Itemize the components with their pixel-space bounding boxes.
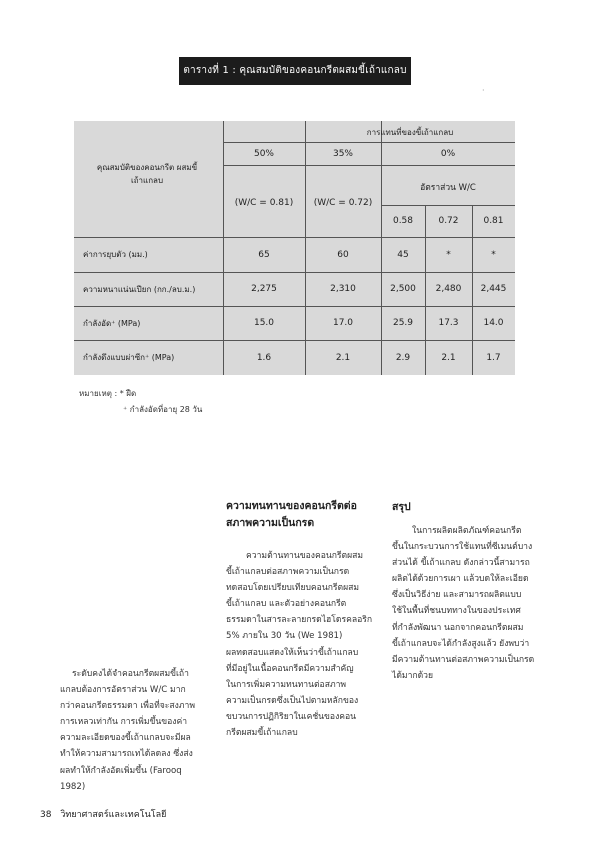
heading-line: สภาพความเป็นกรด [226, 517, 315, 529]
header-group: การแทนที่ของขี้เถ้าแกลบ [366, 128, 454, 137]
table-cell: 60 [337, 249, 349, 260]
table-caption: ตารางที่ 1 : คุณสมบัติของคอนกรีตผสมขี้เถ้าแกลบ [179, 57, 411, 85]
paragraph-line: ที่กำลังพัฒนา นอกจากคอนกรีตผสม [392, 622, 524, 633]
stray-mark: · [482, 86, 485, 95]
heading-line: ความทนทานของคอนกรีตต่อ [226, 500, 357, 512]
section-heading-acid [226, 498, 386, 532]
paragraph-line: มีความต้านทานต่อสภาพความเป็นกรด [392, 654, 535, 665]
paragraph-line: ความละเอียดของขี้เถ้าแกลบจะมีผล [60, 733, 191, 744]
paragraph-line: ระดับคงได้จำคอนกรีตผสมขี้เถ้า [72, 669, 189, 679]
table-cell: 25.9 [392, 318, 414, 328]
paragraph-line: ได้มากด้วย [392, 670, 434, 681]
table-cell: 15.0 [253, 318, 275, 328]
table-cell: 2,480 [435, 284, 462, 294]
row-label-slump: ค่าการยุบตัว (มม.) [83, 250, 148, 259]
header-wc-058: 0.58 [392, 216, 414, 226]
table-cell: 2,445 [480, 284, 507, 294]
header-wc-50: (W/C = 0.81) [234, 198, 294, 208]
table-cell: 17.3 [438, 318, 459, 328]
table-cell: 2,275 [251, 284, 277, 294]
paragraph-line: ซึ่งเป็นวิธีง่าย และสามารถผลิตแบบ [392, 590, 522, 601]
table-cell: 2,310 [330, 284, 356, 294]
page-number: 38 [40, 810, 52, 820]
middle-column [226, 548, 374, 741]
header-wc-081: 0.81 [483, 216, 504, 226]
paragraph-line: ที่มีอยู่ในเนื้อคอนกรีตมีความสำคัญ [226, 663, 354, 674]
header-property: คุณสมบัติของคอนกรีต ผสมขี้เถ้าแกลบ [96, 163, 198, 185]
row-label-tensile: กำลังดึงแบบผ่าซีก⁺ (MPa) [83, 353, 175, 362]
paragraph-line: แกลบต้องการอัตราส่วน W/C มาก [60, 685, 186, 696]
table-cell: 17.0 [332, 318, 354, 328]
table-divider [381, 205, 515, 206]
publication-title: วิทยาศาสตร์และเทคโนโลยี [60, 810, 167, 820]
paragraph-line: ความต้านทานของคอนกรีตผสม [246, 551, 364, 561]
table-cell: 1.6 [256, 352, 272, 363]
paragraph-line: การเหลวเท่ากัน การเพิ่มขึ้นของค่า [60, 717, 188, 728]
paragraph-line: ในการเพิ่มความทนทานต่อสภาพ [226, 679, 347, 690]
paragraph-line: ผลทดสอบแสดงให้เห็นว่าขี้เถ้าแกลบ [226, 647, 359, 658]
paragraph-line: ผลทำให้กำลังอัดเพิ่มขึ้น (Farooq [60, 765, 182, 776]
header-50: 50% [253, 148, 274, 159]
paragraph-line: ขบวนการปฏิกิริยาในเคชั่นของคอน [226, 711, 357, 722]
paragraph-line: ทดสอบโดยเปรียบเทียบคอนกรีตผสม [226, 583, 360, 594]
table-cell: * [446, 249, 451, 260]
paragraph-line: ทำให้ความสามารถเทได้ลดลง ซึ่งส่ง [60, 749, 193, 760]
table-cell: 65 [258, 249, 270, 260]
header-wc-072: 0.72 [438, 216, 459, 226]
paragraph-line: ขี้เถ้าแกลบ และตัวอย่างคอนกรีต [226, 599, 347, 610]
table-cell: 1.7 [486, 352, 501, 363]
table-note: หมายเหตุ : * ฝืด [79, 389, 137, 398]
paragraph-line: ส่วนได้ ขี้เถ้าแกลบ ดังกล่าวนี้สามารถ [392, 558, 530, 569]
paragraph-line: 5% ภายใน 30 วัน (We 1981) [226, 631, 343, 642]
paragraph-line: ขึ้นในกระบวนการใช้แทนที่ซีเมนต์บาง [392, 542, 533, 553]
table-cell: 2.9 [395, 352, 411, 363]
table-cell: 45 [397, 249, 409, 260]
paragraph-line: ใช้ในพื้นที่ชนบททางในของประเทศ [392, 606, 521, 617]
header-wc-35: (W/C = 0.72) [313, 198, 373, 208]
paragraph-line: กว่าคอนกรีตธรรมดา เพื่อที่จะสงภาพ [60, 701, 195, 712]
paragraph-line: ผลิตได้ด้วยการเผา แล้วบดให้ละเอียด [392, 574, 529, 585]
right-column [392, 523, 548, 684]
paragraph-line: 1982) [60, 781, 86, 792]
header-35: 35% [332, 148, 353, 159]
header-0: 0% [440, 148, 456, 159]
table-note: ⁺ กำลังอัดที่อายุ 28 วัน [123, 405, 203, 414]
table-cell: 14.0 [483, 318, 504, 328]
paragraph-line: ความเป็นกรดซึ่งเป็นไปตามหลักของ [226, 695, 359, 706]
row-label-density: ความหนาแน่นเปียก (กก./ลบ.ม.) [83, 284, 196, 294]
left-column [60, 666, 210, 795]
row-label-compressive: กำลังอัด⁺ (MPa) [83, 318, 141, 328]
table-cell: 2.1 [335, 352, 351, 363]
table-cell: 2.1 [441, 352, 456, 363]
table-cell: 2,500 [390, 284, 416, 294]
page-footer [40, 807, 166, 821]
paragraph-line: ธรรมดาในสารละลายกรดไฮโดรคลอริก [226, 615, 373, 626]
table-divider [223, 165, 515, 166]
section-heading-conclusion: สรุป [392, 501, 411, 513]
table-cell: * [491, 249, 496, 260]
paragraph-line: กรีตผสมขี้เถ้าแกลบ [226, 728, 298, 739]
properties-table [74, 121, 515, 375]
paragraph-line: ขี้เถ้าแกลบจะได้กำลังสูงแล้ว ยังพบว่า [392, 638, 530, 649]
paragraph-line: ขี้เถ้าแกลบต่อสภาพความเป็นกรด [226, 567, 350, 578]
header-wc-ratio: อัตราส่วน W/C [420, 183, 476, 193]
paragraph-line: ในการผลิตผลิตภัณฑ์คอนกรีต [412, 526, 522, 536]
